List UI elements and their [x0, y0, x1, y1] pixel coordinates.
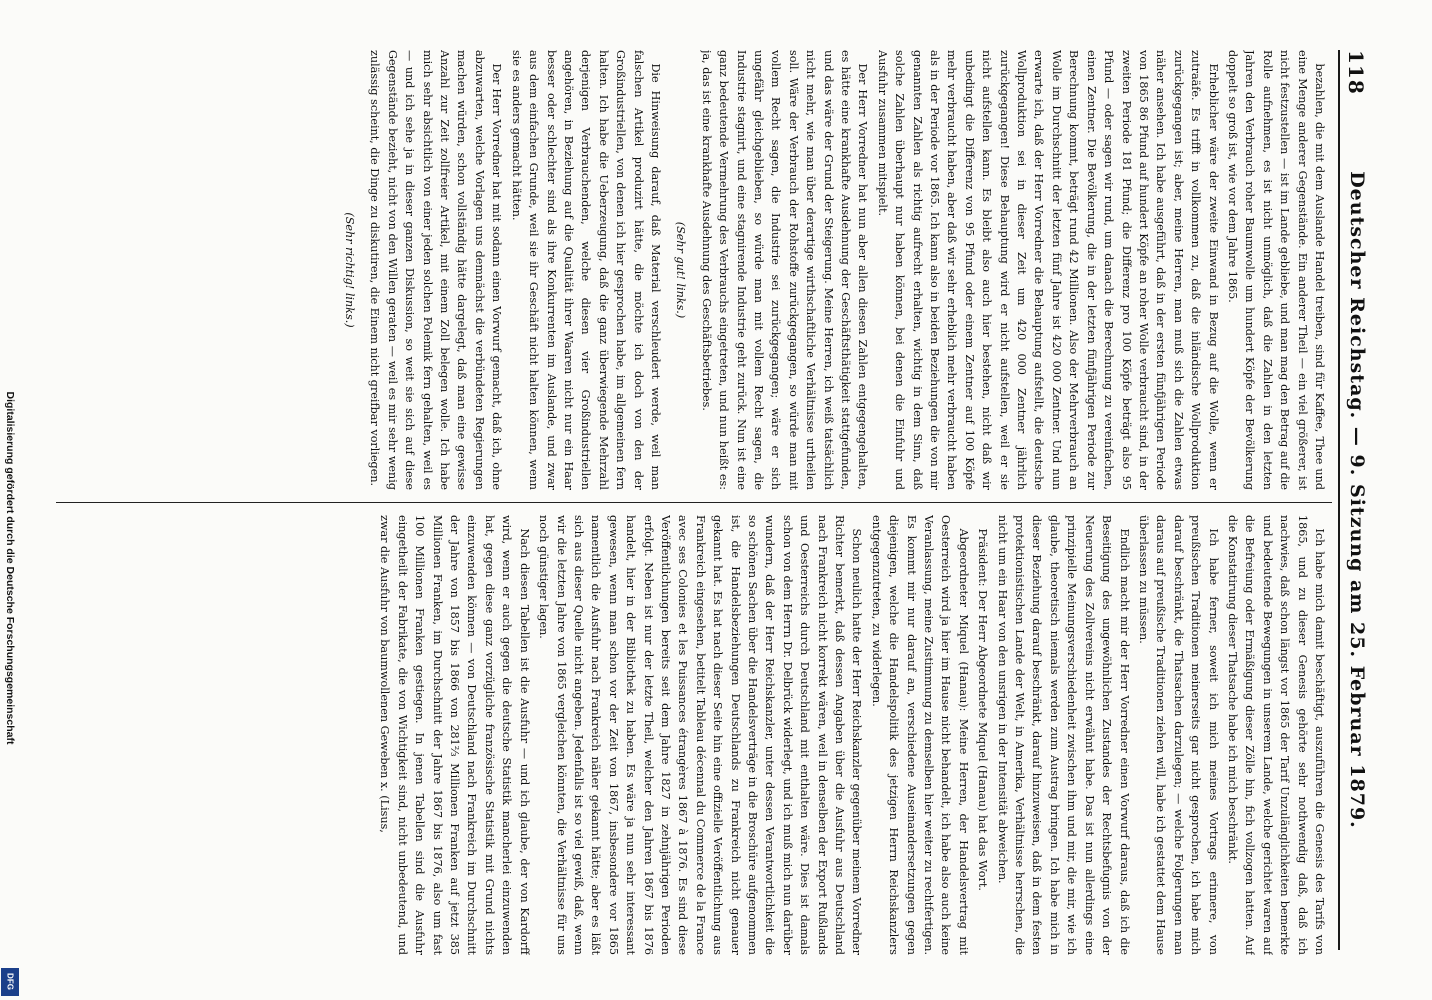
page-number: 118	[1344, 50, 1368, 95]
paragraph: Präsident: Der Herr Abgeordnete Miquel (Hanau) hat das Wort.	[976, 528, 990, 891]
dfg-logo	[1, 968, 19, 996]
paragraph: Der Herr Vorredner hat mit sodann einen Vorwurf gemacht, daß ich, ohne abzuwarten, welche Vorlagen uns demnächst die verbündeten Regierungen machen würden, schon vollständig hätte dargelegt, daß man eine gewisse Anzahl zur Zeit zollfreier Artikel, mit einem Zoll belegen wolle. Ich habe mich sehr absichtlich von einer jeden solchen Polemik fern gehalten, weil es — und ich sehe ja in dieser ganzen Diskussion, so weit sie sich auf diese Gegenstände bezieht, nicht von den Willen geraten — weil es mir sehr wenig zulässig scheint, die Dinge zu diskutiren, die Einem nicht greifbar vorliegen.	[368, 50, 504, 490]
paragraph: Schon neulich hatte der Herr Reichskanzler gegenüber meinem Vorredner Richter bemerkt, daß dessen Angaben über die Ausfuhr aus Deutschland nach Frankreich nicht korrekt wären, weil in denselben der Export Rußlands und Oesterreichs durch Deutschland mit enthalten wäre. Dies ist damals schon von dem Herrn Dr. Delbrück widerlegt, und ich muß mich nun darüber wundern, daß der Herr Reichskanzler, unter dessen Verantwortlichkeit die so schönen Sachen über die Handelsverträge in die Broschüre aufgenommen ist, die Handelsbeziehungen Deutschlands zu Frankreich nicht genauer gekannt hat. Es hat nach dieser Seite hin eine offizielle Veröffentlichung aus Frankreich eingesehen, betitelt Tableau décennal du Commerce de la France avec ses Colonies et les Puissances étrangères 1867 à 1876. Es sind diese Veröffentlichungen bereits seit dem Jahre 1827 in zehnjährigen Perioden erfolgt. Neben ist nur der letzte Theil, welcher den Jahren 1867 bis 1876 handelt, hier in der Bibliothek zu haben. Es wäre ja nun sehr interessant gewesen, wenn man schon vor der Zeit von 1867, insbesondere vor 1865 namentlich die Ausfuhr nach Frankreich näher gekannt hätte; aber es läßt sich aus dieser Quelle nicht angeben. Jedenfalls ist so viel gewiß, daß, wenn wir die letzten Jahre von 1865 vergleichen könnten, die Verhältnisse für uns noch günstiger lagen.	[537, 515, 864, 955]
funding-sidebar	[2, 140, 18, 1000]
paragraph: bezahlen, die mit dem Auslande Handel treiben, sind für Kaffee, Thee und eine Menge anderer Gegenstände. Ein anderer Theil — ein viel größerer, ist nicht festzustellen — ist im Lande gebliebe, und man mag den Betrag auf die Rolle aufnehmen, es ist nicht unmöglich, daß die Zahlen in den letzten Jahren den Verbrauch roher Baumwolle um hundert Köpfe der Bevölkerung doppelt so groß ist, wie vor dem Jahre 1865.	[1225, 50, 1326, 490]
paragraph: Endlich macht mir der Herr Vorredner einen Vorwurf daraus, daß ich die Beseitigung des ungewöhnlichen Zustandes der Rechtsbefugnis von der Neuerung des Zollvereins nicht erwähnt habe. Das ist nun allerdings eine prinzipielle Meinungsverschiedenheit zwischen ihm und mir, die mir, wie ich glaube, theoretisch niemals werden zum Austrag bringen. Ich habe mich in dieser Beziehung darauf beschränkt, darauf hinzuweisen, daß in dem festen protektionistischen Lande der Welt, in Amerika, Verhältnisse herrschen, die nicht um ein Haar von den unsrigen in der Intensität abweichen.	[995, 515, 1131, 955]
paragraph: Ich habe mich damit beschäftigt, auszuführen die Genesis des Tarifs von 1865, und zu dieser Genesis gehörte sehr nothwendig daß, daß ich nachwies, daß schon längst vor 1865 der Tarif Unzulänglichkeiten bemerkte und bedeutende Bewegungen in unserem Lande, welche gerichtet waren auf die Befreiung oder Ermäßigung dieser Zölle hin, fich vollzogen hatten. Auf die Konstatirung dieser Thatsache habe ich mich beschränkt.	[1225, 515, 1326, 955]
paragraph: (Sehr richtig! links.)	[343, 212, 357, 328]
paragraph: Nach diesen Tabellen ist die Ausfuhr — und ich glaube, der von Kardorff wird, wenn er auch gegen die deutsche Statistik mancherlei einzuwenden hat, gegen diese ganz vorzügliche französische Statistik mit Grund nichts einzuwenden können — von Deutschland nach Frankreich im Durchschnitt der Jahre von 1857 bis 1866 von 281⅔ Millionen Franken auf jetzt 385 Millionen Franken, im Durchschnitt der Jahre 1867 bis 1876, also um fast 100 Millionen Franken gestiegen. In jenen Tabellen sind die Ausfuhr eingetheilt der Fabrikate, die von Wichtigkeit sind, nicht unbedeutend, und zwar die Ausfuhr von baumwollenen Geweben x. (Lisus,	[378, 515, 531, 955]
dfg-logo-text: DFG	[5, 973, 15, 990]
left-column	[60, 50, 1328, 490]
paragraph: Abgeordneter Miquel (Hanau): Meine Herren, der Handelsvertrag mit Oesterreich wird ja hier im Hause nicht behandelt, ich habe also auch keine Veranlassung, meine Zustimmung zu demselben hier weiter zu rechtfertigen. Es kommt mir nur darauf an, verschiedene Auseinandersetzungen gegen diejenigen, welche die Handelspolitik des jetzigen Herrn Reichskanzlers entgegenzutreten, zu widerlegen.	[869, 515, 970, 955]
rotated-page-content	[50, 20, 1380, 980]
funding-note: Digitalisierung gefördert durch die Deutsche Forschungsgemeinschaft	[4, 391, 16, 745]
paragraph: Die Hinweisung darauf, daß Material verschleudert werde, weil man falschen Artikel produzirt hätte, die möchte ich doch von den der Großindustriellen, von denen ich hier gesprochen habe, im allgemeinen fern halten. Ich habe die Ueberzeugung, daß die ganz überwiegende Mehrzahl derjenigen Verbrauchenden, welche diesen vier Großindustriellen angehören, in Beziehung auf die Qualität ihrer Waaren nicht nur ein Haar besser oder schlechter sind als ihre Konkurrenten im Auslande, und zwar aus dem einfachen Grunde, weil sie ihr Geschäft nicht halten können, wenn sie es anders gemacht hätten.	[509, 50, 662, 490]
paragraph: Erheblicher wäre der zweite Einwand in Bezug auf die Wolle, wenn er zutraäfe. Es trifft in vollkommen zu, daß die inländische Wollproduktion zurückgegangen ist; aber, meine Herren, man muß sich die Zahlen etwas näher ansehen. Ich habe ausgeführt, daß in der ersten fünfjährigen Periode von 1865 86 Pfund auf hundert Köpfe an roher Wolle verbraucht sind, in der zweiten Periode 181 Pfund; die Differenz pro 100 Köpfe beträgt also 95 Pfund — oder sagen wir rund, um danach die Berechnung zu vereinfachen, einen Zentner. Die Bevölkerung, die in der letzten fünfjährigen Periode zur Berechnung kommt, beträgt rund 42 Millionen. Also der Mehrverbrauch an Wolle im Durchschnitt der letzten fünf Jahre ist 420 000 Zentner. Und nun erwarte ich, daß der Herr Vorredner die Behauptung aufstellt, die deutsche Wollproduktion sei in dieser Zeit um 420 000 Zentner jährlich zurückgegangen! Diese Behauptung wird er nicht aufstellen, weil er sie nicht aufstellen kann. Es bleibt also auch hier bestehen, nicht daß wir unbedingt die Differenz von 95 Pfund oder einem Zentner auf 100 Köpfe mehr verbraucht haben, aber daß wir sehr erheblich mehr verbraucht haben als in der Periode vor 1865. Ich kann also in beiden Beziehungen die von mir genannten Zahlen als richtig aufrecht erhalten, wichtig in dem Sinn, daß solche Zahlen überhaupt nur haben können, bei denen die Einfuhr und Ausfuhr zusammen mitspielt.	[875, 50, 1220, 490]
column-divider	[56, 502, 1332, 503]
page-header	[1338, 50, 1374, 950]
page-frame	[50, 20, 1380, 980]
paragraph: Ich habe ferner, soweit ich mich meines Vortrags erinnere, von preußischen Traditionen meinerseits gar nicht gesprochen, ich habe mich darauf beschränkt, die Thatsachen darzulegen; — welche Folgerungen man daraus auf preußische Traditionen ziehen will, habe ich gestattet dem Hause überlassen zu müssen.	[1136, 515, 1220, 955]
paragraph: (Sehr gut! links.)	[674, 221, 688, 319]
right-column	[60, 515, 1328, 955]
page-title: Deutscher Reichstag. — 9. Sitzung am 25. Februar 1879.	[1346, 171, 1368, 829]
paragraph: Der Herr Vorredner hat nun aber allen diesen Zahlen entgegengehalten, es hätte eine krankhafte Ausdehnung der Geschäftsthätigkeit stattgefunden, und das wäre der Grund der Steigerung. Meine Herren, ich weiß tatsächlich nicht mehr, wie man über derartige wirthschaftliche Verhältnisse urtheilen soll. Wäre der Verbrauch der Rohstoffe zurückgegangen, so würde man mit vollem Recht sagen, die Industrie sei zurückgegangen; wäre er sich ungefähr gleichgeblieben, so würde man mit vollem Recht sagen, die Industrie stagnirt, und eine stagnirende Industrie geht zurück. Nun ist eine ganz bedeutende Vermehrung des Verbrauchs eingetreten, und nun heißt es: ja, das ist eine krankhafte Ausdehnung des Geschäftsbetriebes.	[699, 50, 870, 490]
